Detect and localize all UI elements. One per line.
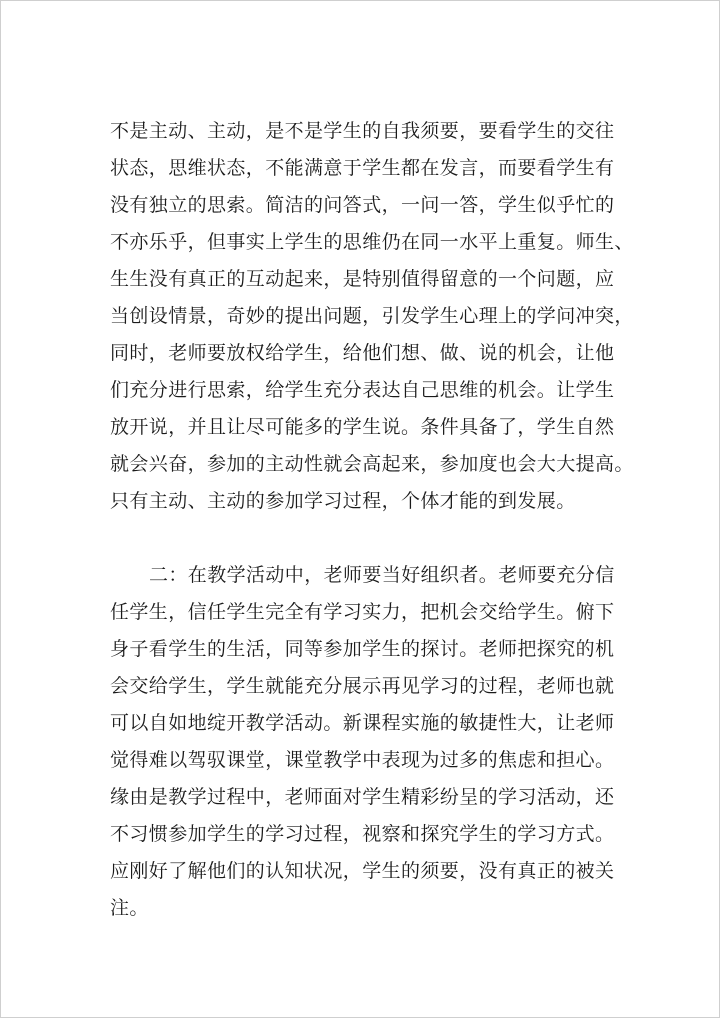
paragraph-1-line-2: 状态，思维状态，不能满意于学生都在发言，而要看学生有 xyxy=(110,157,615,179)
paragraph-1-line-7: 同时，老师要放权给学生，给他们想、做、说的机会，让他 xyxy=(110,342,615,364)
paragraph-2-line-10: 注。 xyxy=(110,897,149,919)
paragraph-2-line-8: 不习惯参加学生的学习过程，视察和探究学生的学习方式。 xyxy=(110,823,615,845)
paragraph-1-line-3: 没有独立的思索。简洁的问答式，一问一答，学生似乎忙的 xyxy=(110,194,615,216)
paragraph-1-line-8: 们充分进行思索，给学生充分表达自己思维的机会。让学生 xyxy=(110,379,615,401)
paragraph-2-line-1: 二：在教学活动中，老师要当好组织者。老师要充分信 xyxy=(149,564,615,586)
paragraph-1-line-4: 不亦乐乎，但事实上学生的思维仍在同一水平上重复。师生、 xyxy=(110,231,634,253)
paragraph-1-line-10: 就会兴奋，参加的主动性就会高起来，参加度也会大大提高。 xyxy=(110,453,634,475)
paragraph-2-line-6: 觉得难以驾驭课堂，课堂教学中表现为过多的焦虑和担心。 xyxy=(110,749,615,771)
paragraph-1-line-11: 只有主动、主动的参加学习过程，个体才能的到发展。 xyxy=(110,490,576,512)
paragraph-2-line-4: 会交给学生，学生就能充分展示再见学习的过程，老师也就 xyxy=(110,675,615,697)
paragraph-1-line-1: 不是主动、主动，是不是学生的自我须要，要看学生的交往 xyxy=(110,120,615,142)
paragraph-1-line-5: 生生没有真正的互动起来，是特别值得留意的一个问题，应 xyxy=(110,268,615,290)
paragraph-2-line-2: 任学生，信任学生完全有学习实力，把机会交给学生。俯下 xyxy=(110,601,615,623)
paragraph-2-line-9: 应刚好了解他们的认知状况，学生的须要，没有真正的被关 xyxy=(110,860,615,882)
paragraph-2-line-3: 身子看学生的生活，同等参加学生的探讨。老师把探究的机 xyxy=(110,638,615,660)
paragraph-2-line-7: 缘由是教学过程中，老师面对学生精彩纷呈的学习活动，还 xyxy=(110,786,615,808)
paragraph-2-line-5: 可以自如地绽开教学活动。新课程实施的敏捷性大，让老师 xyxy=(110,712,615,734)
paragraph-1-line-9: 放开说，并且让尽可能多的学生说。条件具备了，学生自然 xyxy=(110,416,615,438)
paragraph-1-line-6: 当创设情景，奇妙的提出问题，引发学生心理上的学问冲突， xyxy=(110,305,634,327)
